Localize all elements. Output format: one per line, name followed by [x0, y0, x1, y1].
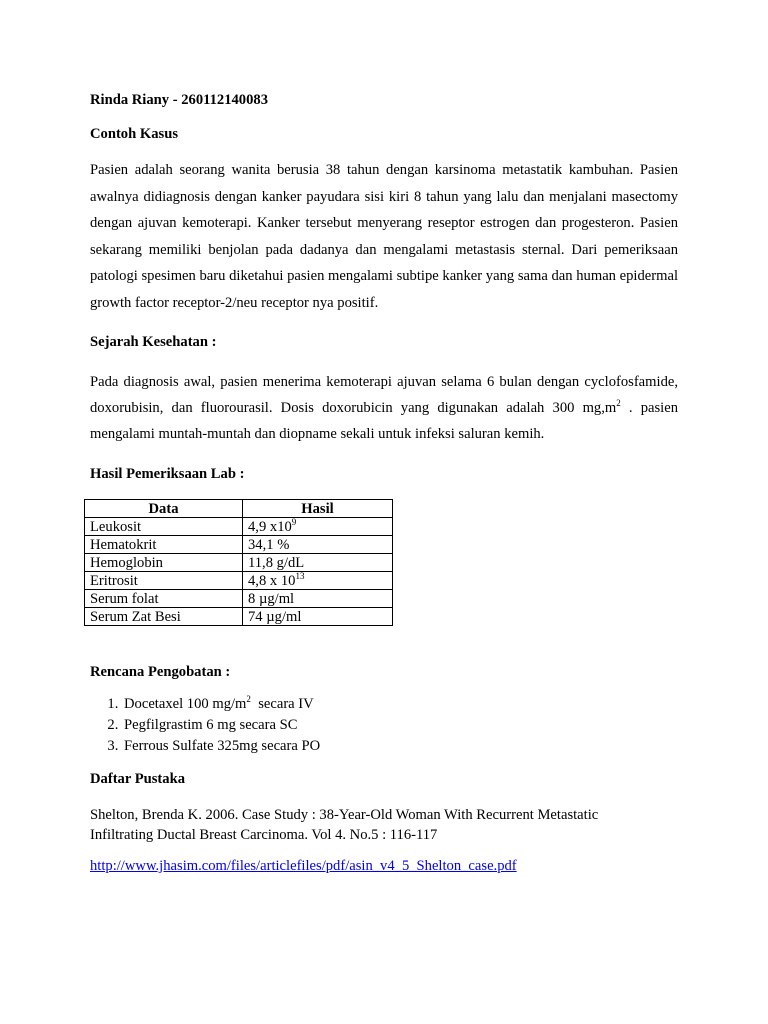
- case-heading: Contoh Kasus: [90, 126, 178, 142]
- hasil-exponent: 9: [291, 516, 297, 527]
- table-header-row: [85, 500, 393, 518]
- table-cell-hasil: [243, 590, 393, 608]
- history-heading: Sejarah Kesehatan :: [90, 334, 217, 350]
- table-row: [85, 590, 393, 608]
- lab-heading: Hasil Pemeriksaan Lab :: [90, 466, 245, 482]
- list-item: [122, 736, 522, 757]
- table-cell-data: Hematokrit: [85, 536, 243, 554]
- table-row: [85, 518, 393, 536]
- history-superscript: 2: [616, 398, 621, 409]
- table-cell-hasil: [243, 572, 393, 590]
- plan-item-text: Docetaxel 100 mg/m: [124, 696, 247, 712]
- column-header-hasil: Hasil: [243, 500, 393, 518]
- list-item: [122, 715, 522, 736]
- table-row: [85, 554, 393, 572]
- table-row: [85, 572, 393, 590]
- table-cell-data: Leukosit: [85, 518, 243, 536]
- history-paragraph: [90, 369, 678, 448]
- plan-item-text: Ferrous Sulfate 325mg secara PO: [124, 738, 321, 754]
- reference-heading: Daftar Pustaka: [90, 771, 185, 787]
- table-row: [85, 608, 393, 626]
- table-cell-data: Hemoglobin: [85, 554, 243, 572]
- plan-item-text: Pegfilgrastim 6 mg secara SC: [124, 717, 298, 733]
- table-cell-hasil: [243, 536, 393, 554]
- reference-link[interactable]: http://www.jhasim.com/files/articlefiles/pdf/asin_v4_5_Shelton_case.pdf: [90, 858, 517, 874]
- table-cell-data: Serum folat: [85, 590, 243, 608]
- treatment-plan-list: [90, 694, 522, 757]
- hasil-exponent: 13: [295, 570, 305, 581]
- table-cell-hasil: [243, 554, 393, 572]
- history-text-part-2: . pasien mengalami muntah-muntah dan diopname sekali untuk infeksi saluran kemih.: [90, 400, 678, 443]
- reference-citation: Shelton, Brenda K. 2006. Case Study : 38-Year-Old Woman With Recurrent Metastatic Infiltrating Ductal Breast Carcinoma. Vol 4. No.5 : 116-117: [90, 807, 599, 843]
- table-row: [85, 536, 393, 554]
- hasil-value: 4,9 x10: [248, 518, 292, 535]
- plan-item-route: secara IV: [250, 696, 314, 712]
- hasil-value: 34,1 %: [248, 536, 290, 553]
- plan-item-superscript: 2: [246, 694, 251, 705]
- plan-heading: Rencana Pengobatan :: [90, 664, 231, 680]
- table-cell-data: Serum Zat Besi: [85, 608, 243, 626]
- lab-results-table: [84, 499, 393, 626]
- hasil-value: 8 µg/ml: [248, 590, 295, 607]
- hasil-value: 11,8 g/dL: [248, 554, 305, 571]
- reference-link-line: [90, 858, 678, 875]
- case-paragraph: Pasien adalah seorang wanita berusia 38 tahun dengan karsinoma metastatik kambuhan. Pasien awalnya didiagnosis dengan kanker payudara sisi kiri 8 tahun yang lalu dan menjalani masectomy dengan ajuvan kemoterapi. Kanker tersebut menyerang reseptor estrogen dan progesteron. Pasien sekarang memiliki benjolan pada dadanya dan mengalami metastasis sternal. Dari pemeriksaan patologi spesimen baru diketahui pasien mengalami subtipe kanker yang sama dan human epidermal growth factor receptor-2/neu receptor nya positif.: [90, 162, 678, 311]
- hasil-value: 4,8 x 10: [248, 572, 296, 589]
- hasil-value: 74 µg/ml: [248, 608, 302, 625]
- column-header-data: Data: [85, 500, 243, 518]
- table-cell-data: Eritrosit: [85, 572, 243, 590]
- table-cell-hasil: [243, 518, 393, 536]
- table-cell-hasil: [243, 608, 393, 626]
- history-text-part-1: Pada diagnosis awal, pasien menerima kemoterapi ajuvan selama 6 bulan dengan cyclofosfamide, doxorubisin, dan fluorourasil. Dosis doxorubicin yang digunakan adalah 300 mg,m: [90, 374, 678, 417]
- author-line: Rinda Riany - 260112140083: [90, 92, 268, 108]
- list-item: [122, 694, 522, 715]
